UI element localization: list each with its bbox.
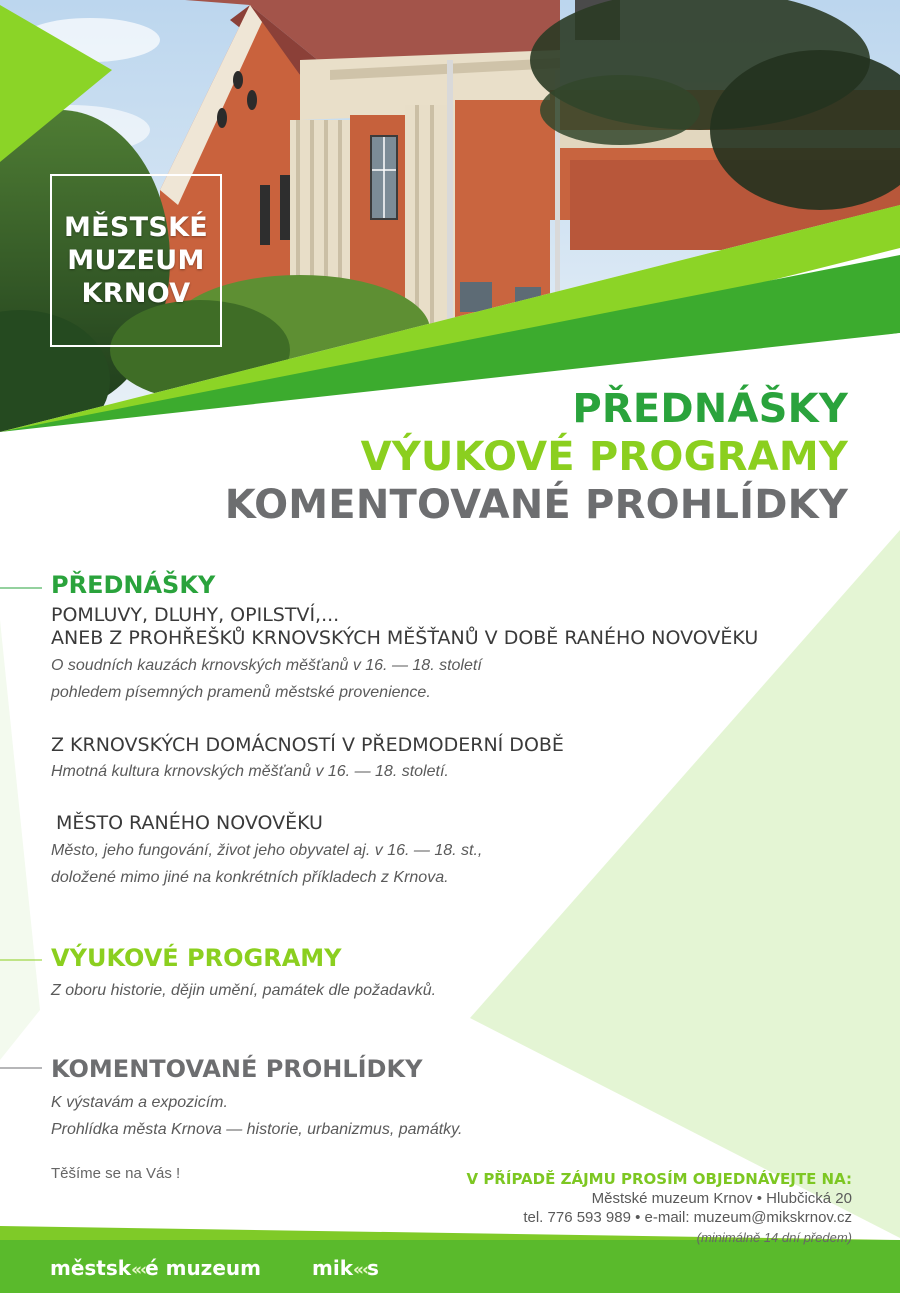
thanks-text: Těšíme se na Vás !: [51, 1165, 181, 1182]
headline-lectures: PŘEDNÁŠKY: [572, 386, 848, 432]
contact-address: Městské muzeum Krnov • Hlubčická 20: [591, 1190, 852, 1207]
lecture-2-topic: Z KRNOVSKÝCH DOMÁCNOSTÍ V PŘEDMODERNÍ DOBĚ: [51, 734, 564, 756]
logo-miks-prefix: mik: [312, 1256, 353, 1280]
pale-green-triangle-light: [0, 620, 40, 1060]
footer-logo-museum: [50, 1255, 261, 1283]
contact-block: [466, 1170, 852, 1248]
lecture-3-desc-line-2: doložené mimo jiné na konkrétních příkladech z Krnova.: [51, 869, 449, 886]
tours-desc-line-2: Prohlídka města Krnova — historie, urbanizmus, památky.: [51, 1121, 463, 1138]
logo-miks-mark: «‹: [353, 1260, 367, 1280]
section-title-tours: KOMENTOVANÉ PROHLÍDKY: [51, 1055, 423, 1083]
lecture-3-desc-line-1: Město, jeho fungování, život jeho obyvatel aj. v 16. — 18. st.,: [51, 842, 483, 859]
logo-museum-suffix: é muzeum: [145, 1256, 261, 1280]
contact-heading: V PŘÍPADĚ ZÁJMU PROSÍM OBJEDNÁVEJTE NA:: [466, 1170, 852, 1188]
section-title-lectures: PŘEDNÁŠKY: [51, 571, 216, 599]
logo-museum-mark: «‹: [131, 1260, 146, 1280]
contact-note: (minimálně 14 dní předem): [696, 1230, 852, 1245]
section-title-programs: VÝUKOVÉ PROGRAMY: [51, 944, 342, 972]
headline-programs: VÝUKOVÉ PROGRAMY: [360, 434, 848, 480]
headline-tours: KOMENTOVANÉ PROHLÍDKY: [224, 482, 848, 528]
lecture-3-topic: MĚSTO RANÉHO NOVOVĚKU: [56, 812, 323, 834]
tours-desc-line-1: K výstavám a expozicím.: [51, 1094, 228, 1111]
lecture-2-desc: Hmotná kultura krnovských měšťanů v 16. — 18. století.: [51, 763, 449, 780]
badge-line-1: MĚSTSKÉ: [63, 212, 209, 243]
logo-miks-suffix: s: [367, 1256, 379, 1280]
museum-badge: [50, 174, 222, 347]
lecture-1-topic-line-1: POMLUVY, DLUHY, OPILSTVÍ,...: [51, 604, 340, 626]
lecture-1-desc-line-2: pohledem písemných pramenů městské provenience.: [51, 684, 431, 701]
contact-phone-email: tel. 776 593 989 • e-mail: muzeum@mikskrnov.cz: [523, 1209, 852, 1226]
footer-logo-miks: [312, 1255, 379, 1283]
lecture-1-desc-line-1: O soudních kauzách krnovských měšťanů v 16. — 18. století: [51, 657, 482, 674]
lecture-1-topic-line-2: ANEB Z PROHŘEŠKŮ KRNOVSKÝCH MĚŠŤANŮ V DOBĚ RANÉHO NOVOVĚKU: [51, 627, 759, 649]
programs-desc: Z oboru historie, dějin umění, památek dle požadavků.: [51, 982, 437, 999]
headline: [225, 385, 848, 529]
badge-line-2: MUZEUM: [67, 245, 205, 276]
logo-museum-prefix: městsk: [50, 1256, 132, 1280]
badge-line-3: KRNOV: [81, 278, 191, 309]
